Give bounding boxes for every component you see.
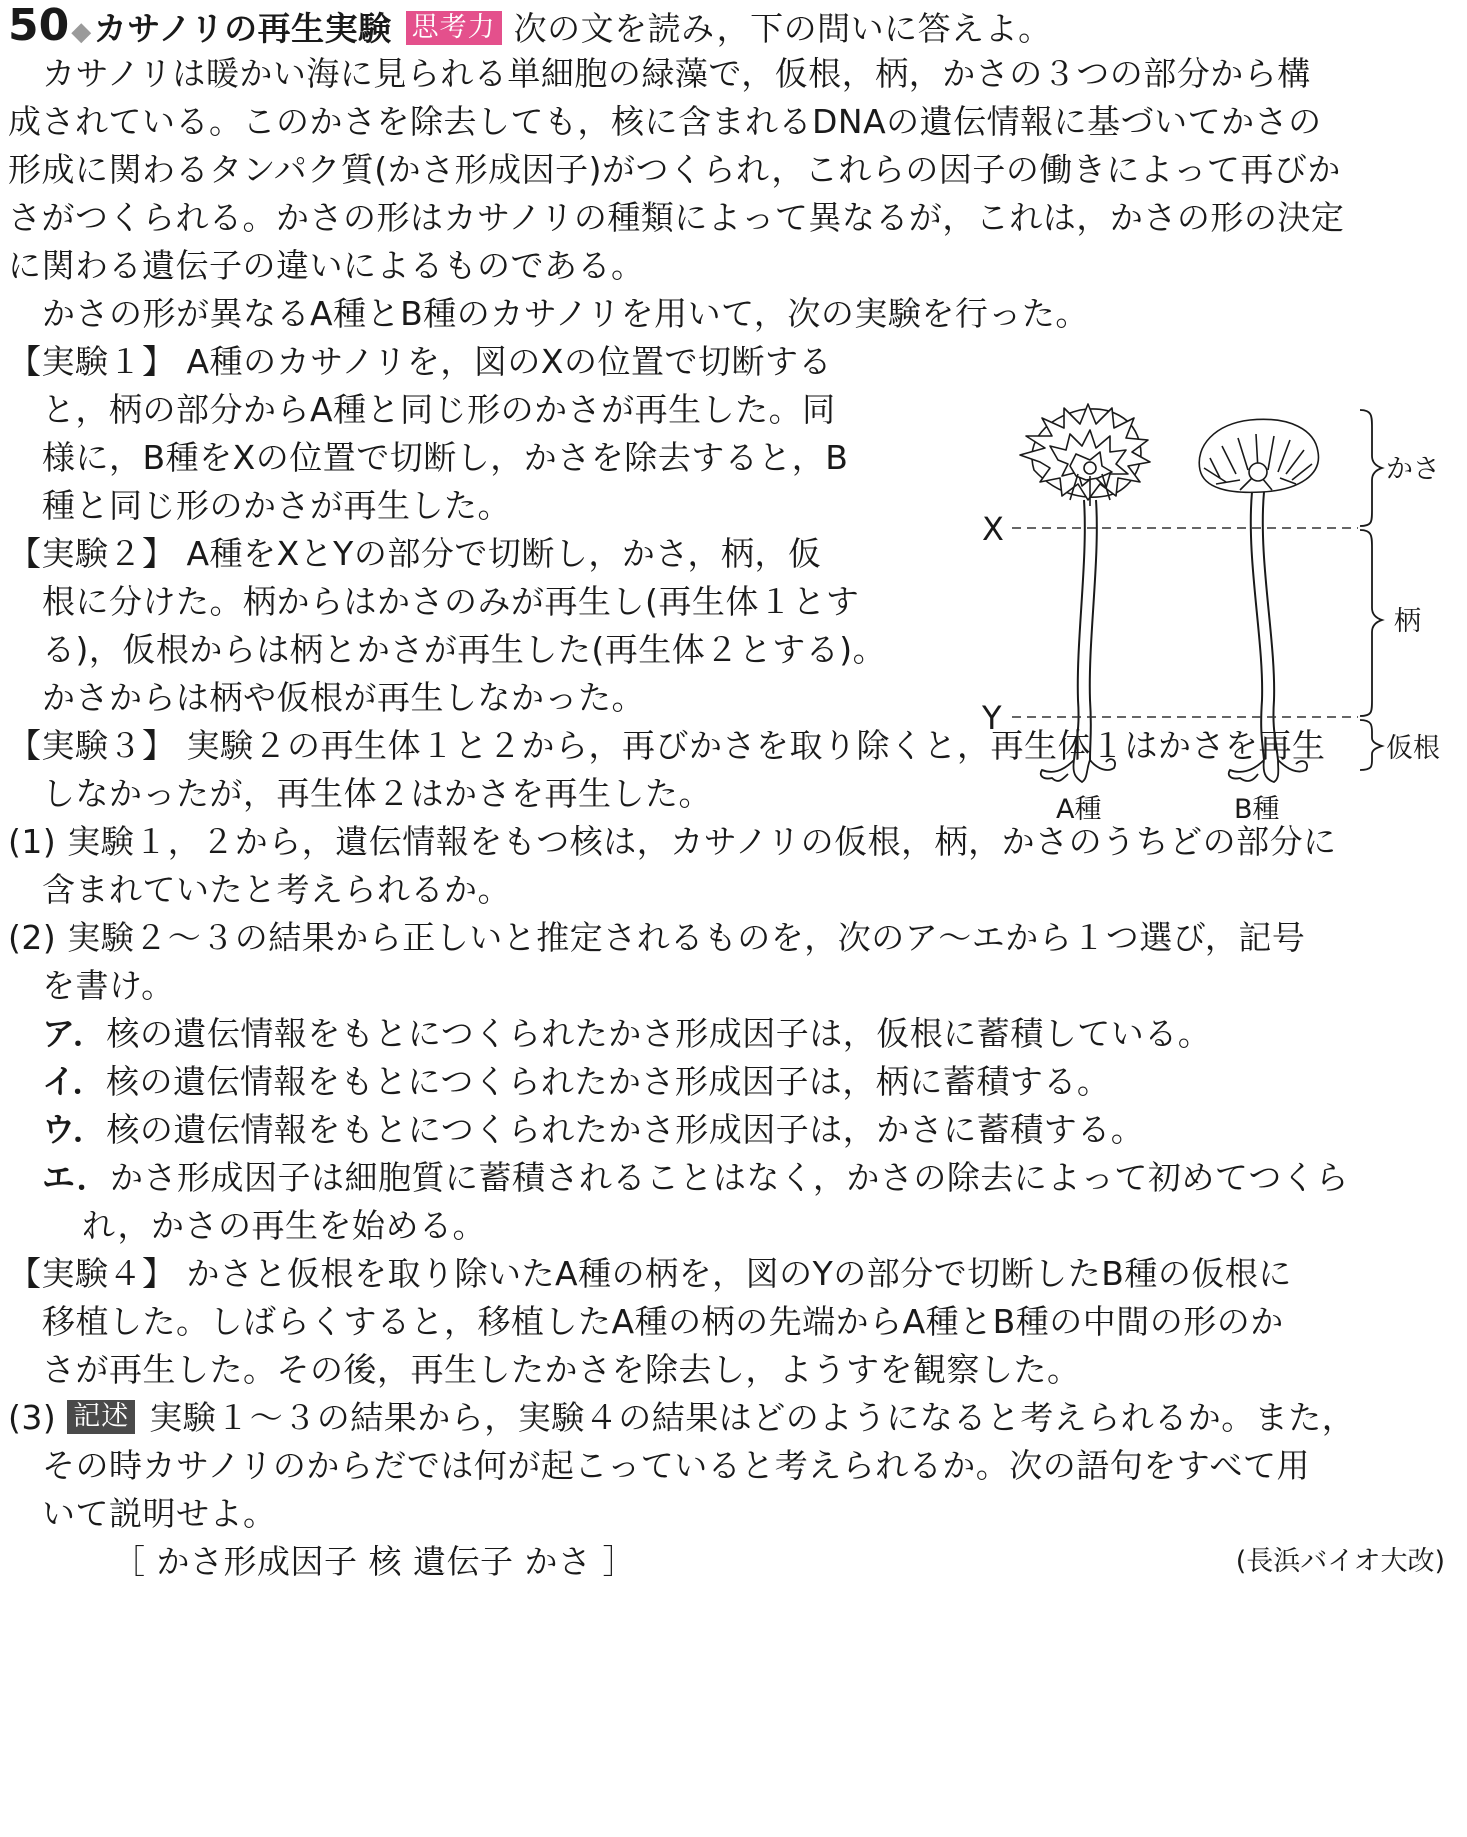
- choice-mark: イ．: [42, 1062, 107, 1101]
- question2-line: を書け。: [42, 966, 175, 1005]
- label-x: X: [982, 510, 1004, 548]
- experiment2-line: 根に分けた。柄からはかさのみが再生し(再生体１とす: [42, 582, 860, 621]
- choice-e: [42, 1154, 1349, 1202]
- experiment4-line: さが再生した。その後，再生したかさを除去し，ようすを観察した。: [42, 1350, 1081, 1389]
- problem-header: [8, 2, 1052, 56]
- label-kakon: 仮根: [1386, 733, 1440, 764]
- experiment1-line: 【実験１】 A種のカサノリを，図のXの位置で切断する: [8, 342, 833, 381]
- experiment3-line: 【実験３】 実験２の再生体１と２から，再びかさを取り除くと，再生体１はかさを再生: [8, 726, 1326, 765]
- choice-text: かさ形成因子は細胞質に蓄積されることはなく，かさの除去によって初めてつくら: [110, 1158, 1349, 1197]
- choice-text: 核の遺伝情報をもとにつくられたかさ形成因子は，柄に蓄積する。: [106, 1062, 1111, 1101]
- species-a-rhizoid: [1041, 759, 1115, 782]
- kasanori-figure: [960, 395, 1460, 825]
- label-e: 柄: [1394, 606, 1421, 637]
- experiment1-line: と，柄の部分からA種と同じ形のかさが再生した。同: [42, 390, 836, 429]
- choice-a: [42, 1010, 1211, 1058]
- intro-line: に関わる遺伝子の違いによるものである。: [8, 246, 645, 285]
- problem-number: 50: [8, 0, 70, 51]
- keyword-list: ［ かさ形成因子 核 遺伝子 かさ ］: [112, 1542, 636, 1581]
- label-species-b: B種: [1234, 794, 1280, 825]
- species-b-stalk: [1251, 492, 1278, 760]
- species-a-cap: [1020, 404, 1150, 506]
- experiment2-line: る)，仮根からは柄とかさが再生した(再生体２とする)。: [42, 630, 887, 669]
- label-kasa: かさ: [1386, 454, 1440, 485]
- thinking-badge: 思考力: [406, 11, 502, 45]
- label-y: Y: [982, 699, 1002, 737]
- choice-mark: エ．: [42, 1158, 110, 1197]
- experiment4-line: 【実験４】 かさと仮根を取り除いたA種の柄を，図のYの部分で切断したB種の仮根に: [8, 1254, 1292, 1293]
- question2-line: (2) 実験２～３の結果から正しいと推定されるものを，次のア～エから１つ選び，記号: [8, 918, 1306, 957]
- cut-lines: [1012, 528, 1358, 717]
- descriptive-badge: 記述: [67, 1400, 135, 1434]
- choice-i: [42, 1058, 1110, 1106]
- question3-line: いて説明せよ。: [42, 1494, 277, 1533]
- question1-line: (1) 実験１，２から，遺伝情報をもつ核は，カサノリの仮根，柄，かさのうちどの部分に: [8, 822, 1337, 861]
- choice-text: 核の遺伝情報をもとにつくられたかさ形成因子は，かさに蓄積する。: [106, 1110, 1145, 1149]
- experiment4-line: 移植した。しばらくすると，移植したA種の柄の先端からA種とB種の中間の形のか: [42, 1302, 1284, 1341]
- intro-line: 形成に関わるタンパク質(かさ形成因子)がつくられ，これらの因子の働きによって再びか: [8, 150, 1341, 189]
- intro-line: かさの形が異なるA種とB種のカサノリを用いて，次の実験を行った。: [42, 294, 1089, 333]
- question3-number: (3): [8, 1398, 57, 1437]
- question1-line: 含まれていたと考えられるか。: [42, 870, 511, 909]
- intro-line: 成されている。このかさを除去しても，核に含まれるDNAの遺伝情報に基づいてかさの: [8, 102, 1322, 141]
- choice-mark: ア．: [42, 1014, 107, 1053]
- intro-line: カサノリは暖かい海に見られる単細胞の緑藻で，仮根，柄，かさの３つの部分から構: [42, 54, 1311, 93]
- experiment1-line: 種と同じ形のかさが再生した。: [42, 486, 511, 525]
- choice-mark: ウ．: [42, 1110, 107, 1149]
- species-b-rhizoid: [1229, 760, 1307, 782]
- species-b-cap: [1199, 419, 1318, 492]
- experiment2-line: 【実験２】 A種をXとYの部分で切断し，かさ，柄，仮: [8, 534, 822, 573]
- question3-line: [8, 1394, 1355, 1442]
- experiment2-line: かさからは柄や仮根が再生しなかった。: [42, 678, 645, 717]
- intro-line: さがつくられる。かさの形はカサノリの種類によって異なるが，これは，かさの形の決定: [8, 198, 1345, 237]
- choice-u: [42, 1106, 1144, 1154]
- source-credit: (長浜バイオ大改): [1235, 1546, 1445, 1577]
- species-a-stalk: [1074, 500, 1097, 760]
- label-species-a: A種: [1056, 794, 1102, 825]
- part-braces: [1360, 410, 1382, 770]
- question3-line: その時カサノリのからだでは何が起こっていると考えられるか。次の語句をすべて用: [42, 1446, 1311, 1485]
- diamond-icon: ◆: [71, 17, 92, 47]
- question3-text: 実験１～３の結果から，実験４の結果はどのようになると考えられるか。また，: [149, 1398, 1356, 1437]
- choice-e-continued: れ，かさの再生を始める。: [82, 1206, 486, 1245]
- choice-text: 核の遺伝情報をもとにつくられたかさ形成因子は，仮根に蓄積している。: [106, 1014, 1212, 1053]
- problem-topic: カサノリの再生実験: [93, 9, 392, 48]
- experiment1-line: 様に，B種をXの位置で切断し，かさを除去すると，B: [42, 438, 849, 477]
- experiment3-line: しなかったが，再生体２はかさを再生した。: [42, 774, 712, 813]
- problem-instruction: 次の文を読み，下の問いに答えよ。: [513, 9, 1052, 48]
